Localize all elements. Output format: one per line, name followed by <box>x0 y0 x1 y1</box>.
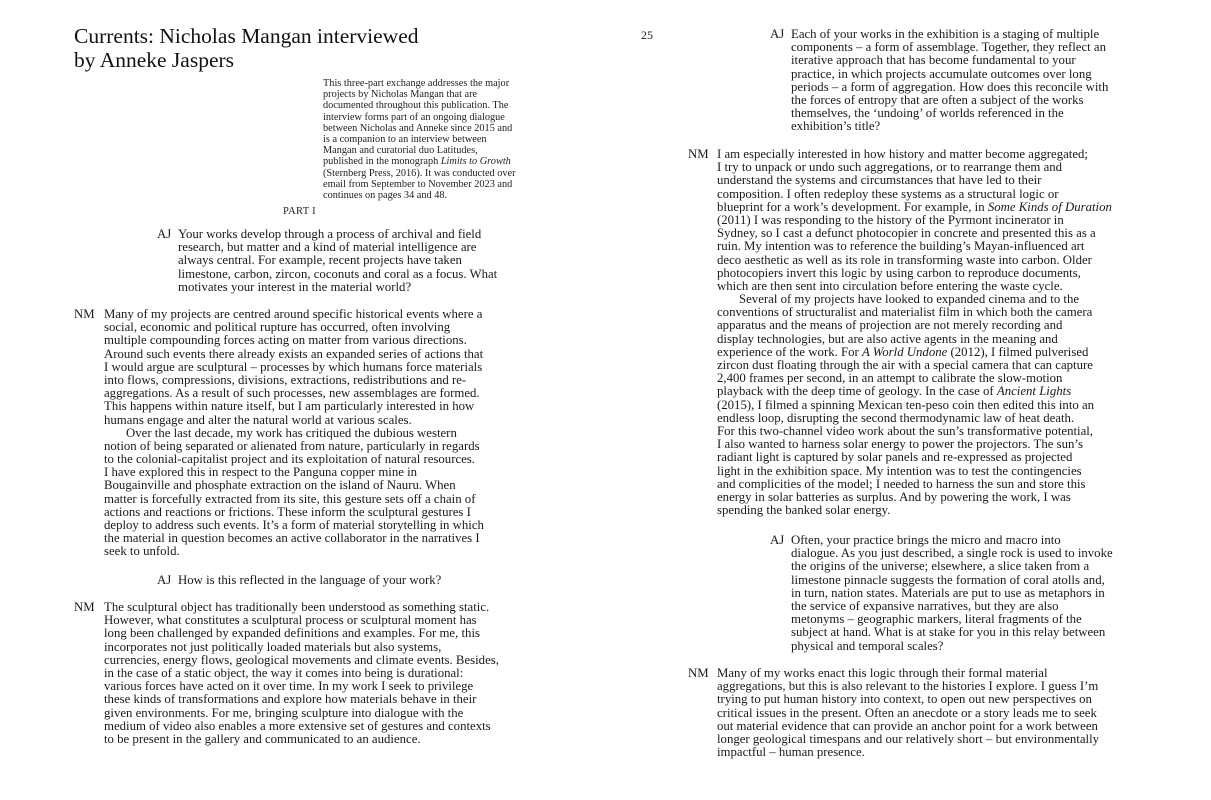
text-line: This happens within nature itself, but I am particularly interested in how <box>104 399 475 414</box>
text-line: always central. For example, recent projects have taken <box>178 253 462 268</box>
work-title: Ancient Lights <box>996 384 1072 399</box>
text-line: humans engage and alter the natural world at various scales. <box>104 412 412 427</box>
text-line: 2,400 frames per second, in an attempt to calibrate the slow-motion <box>717 371 1063 386</box>
text-line: I would argue are sculptural – processes by which humans force materials <box>104 359 483 374</box>
question-text <box>791 28 1108 134</box>
title-line: by Anneke Jaspers <box>74 48 235 72</box>
text-line: aggregations. As a result of such processes, new assemblages are formed. <box>104 386 480 401</box>
text-line: motivates your interest in the material world? <box>178 279 412 294</box>
text-line: seek to unfold. <box>104 544 180 559</box>
intro-text: published in the monograph <box>323 156 441 168</box>
text-line: I am especially interested in how history and matter become aggregated; <box>717 147 1088 161</box>
text-line: currencies, energy flows, geological movements and climate events. Besides, <box>104 652 499 667</box>
work-title: A World Undone <box>861 344 948 359</box>
text-segment: experience of the work. For <box>717 344 862 359</box>
text-line: which are then sent into circulation before entering the waste cycle. <box>717 278 1063 293</box>
text-line: given environments. For me, bringing sculpture into dialogue with the <box>104 705 464 720</box>
book-title: Limits to Growth <box>440 156 511 168</box>
text-line: display technologies, but are also active agents in the meaning and <box>717 331 1058 346</box>
text-line: endless loop, disrupting the second thermodynamic law of heat death. <box>717 410 1075 425</box>
text-line: spending the banked solar energy. <box>717 503 891 518</box>
text-line: into flows, compressions, divisions, extractions, redistributions and re- <box>104 372 467 387</box>
text-line: limestone, carbon, zircon, coconuts and coral as a focus. What <box>178 266 498 281</box>
text-line: social, economic and political rupture has occurred, often involving <box>104 320 451 335</box>
text-line <box>717 385 1112 398</box>
title-line: Currents: Nicholas Mangan interviewed <box>74 24 419 48</box>
text-line: How is this reflected in the language of your work? <box>178 573 442 587</box>
text-line: The sculptural object has traditionally been understood as something static. <box>104 600 490 614</box>
text-line: iterative approach that has become fundamental to your <box>791 53 1076 68</box>
speaker-label: NM <box>688 147 709 161</box>
text-line: Several of my projects have looked to expanded cinema and to the <box>739 292 1080 307</box>
text-line: periods – a form of aggregation. How does this reconcile with <box>791 79 1109 94</box>
text-line: deploy to address such events. It’s a form of material storytelling in which <box>104 518 484 532</box>
intro-line: between Nicholas and Anneke since 2015 and <box>323 122 513 134</box>
text-line: matter is forcefully extracted from its site, this gesture sets off a chain of <box>104 491 476 506</box>
text-line: in the case of a static object, the way it comes into being is durational: <box>104 665 464 680</box>
work-title: Some Kinds of Duration <box>987 199 1112 214</box>
text-line: apparatus and the means of projection are not merely recording and <box>717 318 1063 333</box>
text-line: the origins of the universe; elsewhere, a slice taken from a <box>791 559 1090 574</box>
intro-line: interview forms part of an ongoing dialogue <box>323 111 505 123</box>
text-line: (2011) I was responding to the history of the Pyrmont incinerator in <box>717 212 1064 227</box>
text-line: radiant light is captured by solar panels and re-expressed as projected <box>717 450 1073 465</box>
answer-text <box>104 601 499 746</box>
text-line: ruin. My intention was to reference the building’s Mayan-influenced art <box>717 239 1085 254</box>
page-number: 25 <box>641 28 653 42</box>
text-line: various forces have acted on it over time. In my work I seek to privilege <box>104 679 474 694</box>
text-line: medium of video also enables a more extensive set of gestures and contexts <box>104 718 491 733</box>
text-line: to be present in the gallery and communicated to an audience. <box>104 731 421 746</box>
text-line: Sydney, so I cast a defunct photocopier in concrete and presented this as a <box>717 226 1096 241</box>
intro-line: is a companion to an interview between <box>323 133 487 145</box>
intro-line: email from September to November 2023 and <box>323 178 513 190</box>
question-text <box>791 534 1113 653</box>
text-line: practice, in which projects accumulate outcomes over long <box>791 66 1092 81</box>
text-line: light in the exhibition space. My intention was to test the contingencies <box>717 463 1082 478</box>
text-line: However, what constitutes a sculptural process or sculptural moment has <box>104 613 477 628</box>
text-line: multiple compounding forces acting on matter from various directions. <box>104 333 467 348</box>
text-line: I try to unpack or undo such aggregations, or to rearrange them and <box>717 160 1063 175</box>
intro-paragraph <box>323 78 538 201</box>
answer-text <box>717 667 1099 759</box>
intro-line: continues on pages 34 and 48. <box>323 189 448 201</box>
text-line: long been challenged by expanded definitions and examples. For me, this <box>104 626 480 641</box>
speaker-label: NM <box>74 307 95 321</box>
text-line: Many of my works enact this logic through their formal material <box>717 666 1048 680</box>
text-line: dialogue. As you just described, a single rock is used to invoke <box>791 546 1113 561</box>
text-line: Many of my projects are centred around specific historical events where a <box>104 307 483 321</box>
text-line: limestone pinnacle suggests the formation of coral atolls and, <box>791 572 1105 587</box>
speaker-label: AJ <box>157 573 172 587</box>
text-line: research, but matter and a kind of material intelligence are <box>178 240 477 255</box>
text-line: metonyms – geographic markers, literal fragments of the <box>791 612 1082 627</box>
speaker-label: NM <box>688 666 709 680</box>
text-line: zircon dust floating through the air with a special camera that can capture <box>717 358 1093 372</box>
question-text <box>178 228 497 294</box>
answer-text <box>717 148 1112 517</box>
intro-line: (Sternberg Press, 2016). It was conducted over <box>323 167 516 179</box>
text-line: composition. I often redeploy these systems as a structural logic or <box>717 186 1059 201</box>
text-line: longer geological timespans and our relatively short – but environmentally <box>717 731 1100 746</box>
text-line: the forces of entropy that are often a subject of the works <box>791 92 1084 107</box>
speaker-label: AJ <box>157 227 172 241</box>
text-line: these kinds of transformations and explore how materials behave in their <box>104 692 477 707</box>
answer-text <box>104 308 484 559</box>
text-line: aggregations, but this is also relevant to the histories I explore. I guess I’m <box>717 679 1099 694</box>
text-line: deco aesthetic as well as its role in transforming waste into carbon. Older <box>717 252 1092 267</box>
text-line: themselves, the ‘undoing’ of worlds referenced in the <box>791 106 1064 121</box>
text-line: actions and reactions or frictions. These inform the sculptural gestures I <box>104 504 471 519</box>
intro-line: projects by Nicholas Mangan that are <box>323 89 478 101</box>
text-line: understand the systems and circumstances that have led to their <box>717 173 1042 188</box>
text-line: the service of expansive narratives, but they are also <box>791 598 1059 613</box>
text-line: physical and temporal scales? <box>791 638 944 653</box>
text-line: I also wanted to harness solar energy to power the projectors. The sun’s <box>717 437 1083 452</box>
text-line: I have explored this in respect to the Panguna copper mine in <box>104 465 418 480</box>
article-title <box>74 24 554 72</box>
question-text <box>178 574 441 587</box>
text-line: energy in solar batteries as surplus. And by powering the work, I was <box>717 489 1071 504</box>
speaker-label: AJ <box>770 533 785 547</box>
text-line: out material evidence that can provide an anchor point for a work between <box>717 718 1098 733</box>
text-line: Bougainville and phosphate extraction on the island of Nauru. When <box>104 478 456 493</box>
part-heading: PART I <box>283 206 316 217</box>
intro-line: This three-part exchange addresses the major <box>323 78 510 89</box>
text-segment: playback with the deep time of geology. In the case of <box>717 384 997 399</box>
text-line: critical issues in the present. Often an anecdote or a story leads me to seek <box>717 705 1097 720</box>
text-line: (2015), I filmed a spinning Mexican ten-peso coin then edited this into an <box>717 397 1095 412</box>
text-line: Over the last decade, my work has critiqued the dubious western <box>126 425 457 440</box>
intro-line: Mangan and curatorial duo Latitudes, <box>323 145 478 157</box>
text-line <box>717 201 1112 214</box>
speaker-label: NM <box>74 600 95 614</box>
intro-line <box>323 156 538 167</box>
text-line: Each of your works in the exhibition is a staging of multiple <box>791 27 1100 41</box>
text-line: photocopiers invert this logic by using carbon to reproduce documents, <box>717 265 1081 280</box>
text-line: Your works develop through a process of archival and field <box>178 227 482 241</box>
text-line: notion of being separated or alienated from nature, particularly in regards <box>104 438 480 453</box>
text-line: in turn, nation states. Materials are put to use as metaphors in <box>791 585 1105 600</box>
text-segment: (2012), I filmed pulverised <box>947 344 1089 359</box>
text-line: Around such events there already exists an expanded series of actions that <box>104 346 484 361</box>
text-line: For this two-channel video work about the sun’s transformative potential, <box>717 423 1094 438</box>
text-line: trying to put human history into context, to open out new perspectives on <box>717 692 1092 707</box>
text-line: the material in question becomes an active collaborator in the narratives I <box>104 531 480 546</box>
intro-line: documented throughout this publication. The <box>323 100 509 112</box>
text-line: to the colonial-capitalist project and its exploitation of natural resources. <box>104 452 475 467</box>
text-line: conventions of structuralist and materialist film in which both the camera <box>717 305 1093 320</box>
speaker-label: AJ <box>770 27 785 41</box>
text-line: subject at hand. What is at stake for you in this relay between <box>791 625 1106 640</box>
text-line: Often, your practice brings the micro and macro into <box>791 533 1061 547</box>
text-line: incorporates not just politically loaded materials but also systems, <box>104 639 442 654</box>
text-line: exhibition’s title? <box>791 119 881 134</box>
left-page <box>0 0 605 800</box>
text-line: components – a form of assemblage. Together, they reflect an <box>791 40 1106 55</box>
text-line: and complicities of the model; I needed to harness the sun and store this <box>717 476 1086 491</box>
text-line: impactful – human presence. <box>717 745 865 760</box>
text-segment: blueprint for a work’s development. For example, in <box>717 199 988 214</box>
